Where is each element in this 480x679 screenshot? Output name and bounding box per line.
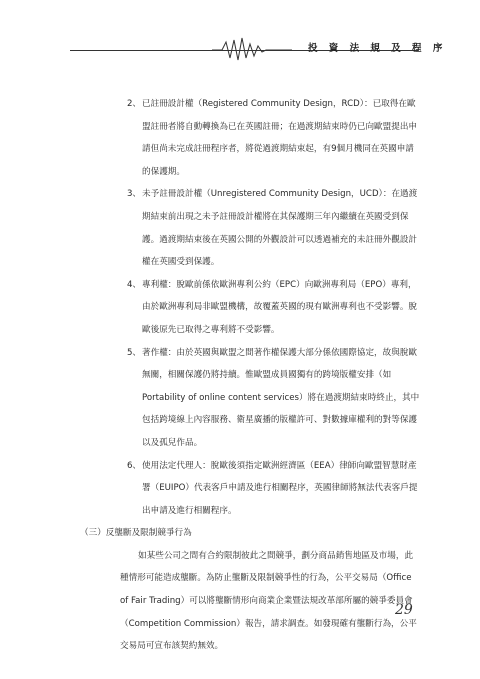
item-text: 著作權：由於英國與歐盟之間著作權保護大部分係依國際協定，故與脫歐無關，相關保護仍將持續。惟歐盟成員國獨有的跨境版權安排（如Portability of online content services）將在過渡期結束時終止，其中包括跨境線上內容服務、衛星廣播的版權許可、對數據庫權利的對等保護以及孤兒作品。 <box>142 347 420 448</box>
item-text: 使用法定代理人：脫歐後須指定歐洲經濟區（EEA）律師向歐盟智慧財產署（EUIPO）代表客戶申請及進行相關程序，英國律師將無法代表客戶提出申請及進行相關程序。 <box>142 460 418 516</box>
list-item <box>80 455 420 523</box>
list-item <box>80 274 420 342</box>
page-content <box>80 93 420 658</box>
page-number: 29 <box>395 602 413 618</box>
item-number: 3、 <box>126 189 142 200</box>
list-item <box>80 342 420 455</box>
item-number: 5、 <box>126 347 142 358</box>
list-item <box>80 183 420 273</box>
heartbeat-wave-icon <box>212 36 292 62</box>
section-paragraph: 如某些公司之間有合約限制彼此之間競爭，劃分商品銷售地區及市場，此種情形可能造成壟斷。為防止壟斷及限制競爭性的行為，公平交易局（Office of Fair Trading）可以將壟斷情形向商業企業暨法規改革部所屬的競爭委員會（Competition Commission）報告，請求調查。如發現確有壟斷行為，公平交易局可宣布該契約無效。 <box>120 550 417 652</box>
section-heading: （三）反壟斷及限制競爭行為 <box>80 528 192 539</box>
item-text: 專利權：脫歐前係依歐洲專利公約（EPC）向歐洲專利局（EPO）專利，由於歐洲專利局非歐盟機構，故覆蓋英國的現有歐洲專利也不受影響。脫歐後原先已取得之專利將不受影響。 <box>142 279 418 335</box>
item-text: 未予註冊設計權（Unregistered Community Design，UCD）：在過渡期結束前出現之未予註冊設計權將在其保護期三年內繼續在英國受到保護。過渡期結束後在英國公開的外觀設計可以透過補充的未註冊外觀設計權在英國受到保護。 <box>142 189 418 268</box>
item-number: 4、 <box>126 279 142 290</box>
item-number: 2、 <box>126 99 142 109</box>
list-item <box>80 93 420 183</box>
item-number: 6、 <box>126 460 142 471</box>
item-text: 已註冊設計權（Registered Community Design，RCD）：已取得在歐盟註冊者將自動轉換為已在英國註冊；在過渡期結束時仍已向歐盟提出申請但尚未完成註冊程序者，將從過渡期結束起，有9個月機同在英國申請的保護期。 <box>142 99 418 177</box>
header-title: 投 資 法 規 及 程 序 <box>308 43 447 54</box>
